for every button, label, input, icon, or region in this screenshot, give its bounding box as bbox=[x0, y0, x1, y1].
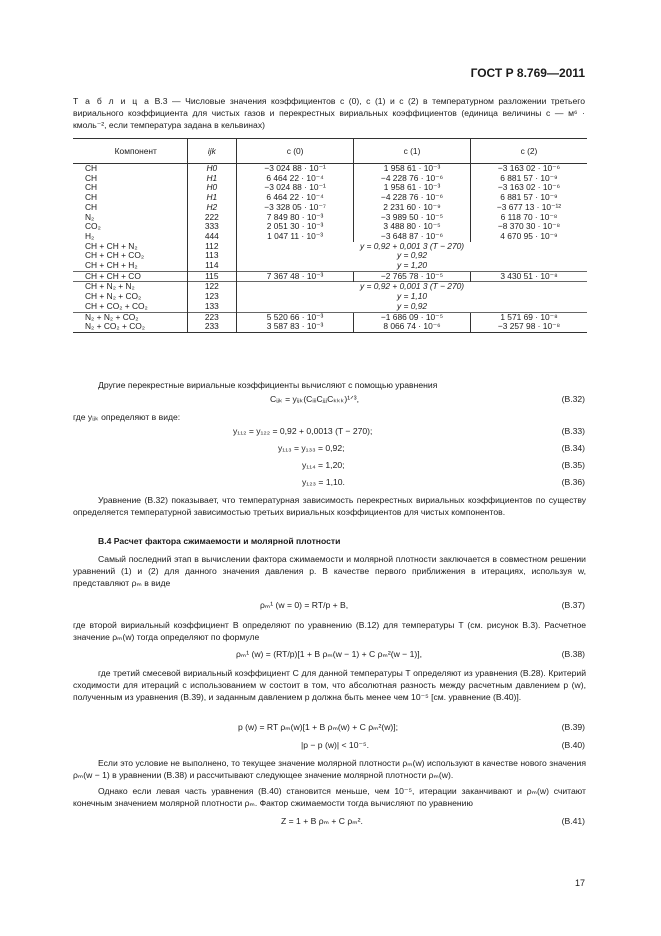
cell: y = 0,92 bbox=[397, 300, 428, 311]
cell: 133 bbox=[204, 300, 219, 311]
cell: 6 464 22 · 10⁻⁴ bbox=[266, 172, 324, 183]
group3-component: CH + CH + CO bbox=[73, 271, 187, 282]
cell: H1 bbox=[206, 172, 218, 183]
cell: CH bbox=[85, 201, 98, 212]
table-caption-text: В.3 — Числовые значения коэффициентов c (0), c (1) и c (2) в температурном разложении третьего вириального коэффициента для чистых газов и перекрестных вириальных коэффициентов (единица величины c — м⁶ · кмоль⁻², если температура задана в кельвинах) bbox=[73, 96, 586, 130]
cell: CH bbox=[85, 163, 98, 173]
cell: −3 989 50 · 10⁻⁵ bbox=[380, 211, 444, 222]
table-group-cross-4 bbox=[73, 312, 587, 332]
table-caption-lead: Т а б л и ц а bbox=[73, 96, 151, 106]
cell: CH bbox=[85, 172, 98, 183]
equation-b37: ρₘ¹ (w = 0) = RT/p + B, bbox=[260, 600, 349, 610]
cell: −3 677 13 · 10⁻¹² bbox=[496, 201, 562, 212]
paragraph-convergence: где третий смесевой вириальный коэффициент C для данной температуры T определяют из уравнения (В.28). Критерий сходимости для итераций с использованием w состоит в том, что абсолютная разность между расчетным давлением p (w), полученным из уравнения (В.39), и заданным давлением p должна быть менее чем 10⁻⁵ [см. уравнение (В.40)]. bbox=[73, 668, 586, 702]
group2-formulas bbox=[237, 242, 587, 272]
group3-ijk: 115 bbox=[187, 271, 237, 282]
group1-ijk bbox=[187, 164, 237, 242]
table-group-cross-3 bbox=[73, 282, 587, 312]
cell: 3 587 83 · 10⁻³ bbox=[266, 321, 324, 332]
cell: CH + N₂ + CO₂ bbox=[85, 291, 142, 302]
group4-ijk bbox=[187, 282, 237, 312]
equation-number-b37: (В.37) bbox=[561, 600, 585, 610]
cell: 123 bbox=[204, 291, 219, 302]
cell: y = 1,10 bbox=[397, 291, 428, 302]
cell: 222 bbox=[204, 211, 219, 222]
document-header-id: ГОСТ Р 8.769—2011 bbox=[470, 66, 585, 80]
paragraph-cross-coefficients: Другие перекрестные вириальные коэффициенты вычисляют с помощью уравнения bbox=[98, 380, 438, 390]
cell: 4 670 95 · 10⁻⁹ bbox=[500, 230, 558, 241]
cell: 7 849 80 · 10⁻³ bbox=[266, 211, 324, 222]
cell: CH + CH + CO₂ bbox=[85, 250, 145, 261]
equation-b32: Cᵢⱼₖ = yᵢⱼₖ(CᵢᵢᵢCⱼⱼⱼCₖₖₖ)¹ᐟ³, bbox=[270, 394, 359, 404]
header-c1: c (1) bbox=[354, 139, 471, 164]
cell: −4 228 76 · 10⁻⁶ bbox=[380, 192, 444, 203]
cell: CH + CH + N₂ bbox=[85, 240, 138, 251]
equation-number-b32: (В.32) bbox=[561, 394, 585, 404]
group3-c2: 3 430 51 · 10⁻⁸ bbox=[470, 271, 587, 282]
equation-b39: p (w) = RT ρₘ(w)[1 + B ρₘ(w) + C ρₘ²(w)]; bbox=[238, 722, 399, 732]
cell: y = 0,92 + 0,001 3 (T − 270) bbox=[360, 240, 465, 251]
cell: 333 bbox=[204, 221, 219, 232]
cell: −3 163 02 · 10⁻⁶ bbox=[497, 163, 561, 173]
group1-c2 bbox=[470, 164, 587, 242]
group1-c0 bbox=[237, 164, 354, 242]
cell: N₂ bbox=[85, 211, 95, 222]
cell: −3 024 88 · 10⁻¹ bbox=[264, 182, 326, 193]
cell: 6 464 22 · 10⁻⁴ bbox=[266, 192, 324, 203]
group4-components bbox=[73, 282, 187, 312]
cell: N₂ + CO₂ + CO₂ bbox=[85, 321, 146, 332]
header-c2: c (2) bbox=[470, 139, 587, 164]
header-ijk: ijk bbox=[187, 139, 237, 164]
cell: 122 bbox=[204, 281, 219, 292]
equation-number-b38: (В.38) bbox=[561, 649, 585, 659]
page-number: 17 bbox=[574, 878, 585, 888]
group5-c1 bbox=[354, 312, 471, 332]
cell: 8 066 74 · 10⁻⁶ bbox=[383, 321, 441, 332]
equation-number-b40: (В.40) bbox=[561, 740, 585, 750]
equation-b34: y₁₁₃ = y₁₃₃ = 0,92; bbox=[278, 443, 345, 453]
cell: −3 648 87 · 10⁻⁶ bbox=[380, 230, 444, 241]
table-caption bbox=[73, 95, 585, 131]
group5-c2 bbox=[470, 312, 587, 332]
table-group-pure-gases bbox=[73, 164, 587, 242]
paragraph-second-virial: где второй вириальный коэффициент B определяют по уравнению (В.12) для температуры T (см. рисунок В.3). Расчетное значение ρₘ(w) тогда определяют по формуле bbox=[73, 620, 586, 642]
cell: H0 bbox=[206, 182, 218, 193]
paragraph-condition-not-met: Если это условие не выполнено, то текущее значение молярной плотности ρₘ(w) используют в качестве нового значения ρₘ(w − 1) в уравнении (В.38) и рассчитывают следующее значение молярной плотности ρₘ(w). bbox=[73, 758, 586, 780]
equation-number-b34: (В.34) bbox=[561, 443, 585, 453]
header-c0: c (0) bbox=[237, 139, 354, 164]
cell: −8 370 30 · 10⁻⁸ bbox=[497, 221, 561, 232]
group5-components bbox=[73, 312, 187, 332]
cell: 1 047 11 · 10⁻³ bbox=[267, 230, 324, 241]
cell: CH + CO₂ + CO₂ bbox=[85, 300, 148, 311]
paragraph-iterations-end: Однако если левая часть уравнения (В.40) становится меньше, чем 10⁻⁵, итерации заканчивают и ρₘ(w) считают конечным значением молярной плотности ρₘ. Фактор сжимаемости тогда вычисляют по уравнению bbox=[73, 786, 586, 808]
table-header-row bbox=[73, 139, 587, 164]
cell: 114 bbox=[205, 260, 219, 271]
cell: 5 520 66 · 10⁻³ bbox=[266, 311, 324, 322]
cell: CH + CH + H₂ bbox=[85, 260, 138, 271]
cell: −1 686 09 · 10⁻⁵ bbox=[380, 311, 444, 322]
equation-number-b33: (В.33) bbox=[561, 426, 585, 436]
cell: y = 1,20 bbox=[397, 260, 428, 271]
cell: −3 024 88 · 10⁻¹ bbox=[264, 163, 326, 173]
equation-b41: Z = 1 + B ρₘ + C ρₘ². bbox=[281, 816, 363, 826]
cell: −3 257 98 · 10⁻⁸ bbox=[497, 321, 561, 332]
table-group-cross-2 bbox=[73, 271, 587, 282]
equation-number-b35: (В.35) bbox=[561, 460, 585, 470]
group5-c0 bbox=[237, 312, 354, 332]
cell: −3 328 05 · 10⁻⁷ bbox=[264, 201, 326, 212]
equation-b35: y₁₁₄ = 1,20; bbox=[302, 460, 345, 470]
cell: CO₂ bbox=[85, 221, 101, 232]
group1-components bbox=[73, 164, 187, 242]
group2-ijk bbox=[187, 242, 237, 272]
paragraph-final-step: Самый последний этап в вычислении фактора сжимаемости и молярной плотности заключается в совместном решении уравнений (1) и (2) для данного значения давления p. В качестве первого приближения в итерациях, используя w, представляют ρₘ в виде bbox=[73, 554, 586, 588]
cell: 1 571 69 · 10⁻⁸ bbox=[500, 311, 558, 322]
group3-c0: 7 367 48 · 10⁻³ bbox=[237, 271, 354, 282]
cell: 113 bbox=[205, 250, 219, 261]
cell: 2 051 30 · 10⁻³ bbox=[266, 221, 324, 232]
cell: N₂ + N₂ + CO₂ bbox=[85, 311, 139, 322]
cell: CH bbox=[85, 192, 98, 203]
group5-ijk bbox=[187, 312, 237, 332]
cell: 1 958 61 · 10⁻³ bbox=[383, 163, 441, 173]
cell: 6 118 70 · 10⁻⁸ bbox=[500, 211, 558, 222]
cell: CH bbox=[85, 182, 98, 193]
cell: 444 bbox=[204, 230, 219, 241]
cell: H2 bbox=[206, 201, 218, 212]
cell: 1 958 61 · 10⁻³ bbox=[383, 182, 441, 193]
cell: 6 881 57 · 10⁻⁹ bbox=[500, 192, 558, 203]
equation-number-b36: (В.36) bbox=[561, 477, 585, 487]
cell: y = 0,92 bbox=[397, 250, 428, 261]
header-component: Компонент bbox=[73, 139, 187, 164]
paragraph-temperature-dependence: Уравнение (В.32) показывает, что температурная зависимость перекрестных вириальных коэффициентов по существу определяется температурной зависимостью третьих вириальных коэффициентов для чистых компонентов. bbox=[73, 495, 586, 517]
table-group-cross-1 bbox=[73, 242, 587, 272]
cell: 112 bbox=[205, 240, 219, 251]
cell: 2 231 60 · 10⁻⁹ bbox=[383, 201, 441, 212]
cell: 233 bbox=[204, 321, 219, 332]
cell: H₂ bbox=[85, 230, 95, 241]
cell: −3 163 02 · 10⁻⁶ bbox=[497, 182, 561, 193]
coefficients-table bbox=[73, 138, 587, 333]
cell: 3 488 80 · 10⁻⁵ bbox=[383, 221, 441, 232]
group1-c1 bbox=[354, 164, 471, 242]
equation-number-b39: (В.39) bbox=[561, 722, 585, 732]
equation-b38: ρₘ¹ (w) = (RT/p)[1 + B ρₘ(w − 1) + C ρₘ²(w − 1)], bbox=[236, 649, 423, 659]
section-heading-b4: В.4 Расчет фактора сжимаемости и молярной плотности bbox=[98, 536, 341, 546]
cell: H0 bbox=[206, 163, 218, 173]
equation-b33: y₁₁₂ = y₁₂₂ = 0,92 + 0,0013 (T − 270); bbox=[233, 426, 373, 436]
cell: −4 228 76 · 10⁻⁶ bbox=[380, 172, 444, 183]
cell: H1 bbox=[206, 192, 218, 203]
group4-formulas bbox=[237, 282, 587, 312]
cell: CH + N₂ + N₂ bbox=[85, 281, 135, 292]
paragraph-where-y: где yᵢⱼₖ определяют в виде: bbox=[73, 412, 181, 422]
group2-components bbox=[73, 242, 187, 272]
cell: 6 881 57 · 10⁻⁹ bbox=[500, 172, 558, 183]
equation-number-b41: (В.41) bbox=[561, 816, 585, 826]
equation-b40: |p − p (w)| < 10⁻⁵. bbox=[301, 740, 369, 750]
cell: y = 0,92 + 0,001 3 (T − 270) bbox=[360, 281, 465, 292]
cell: 223 bbox=[204, 311, 219, 322]
equation-b36: y₁₂₃ = 1,10. bbox=[302, 477, 345, 487]
group3-c1: −2 765 78 · 10⁻⁵ bbox=[354, 271, 471, 282]
